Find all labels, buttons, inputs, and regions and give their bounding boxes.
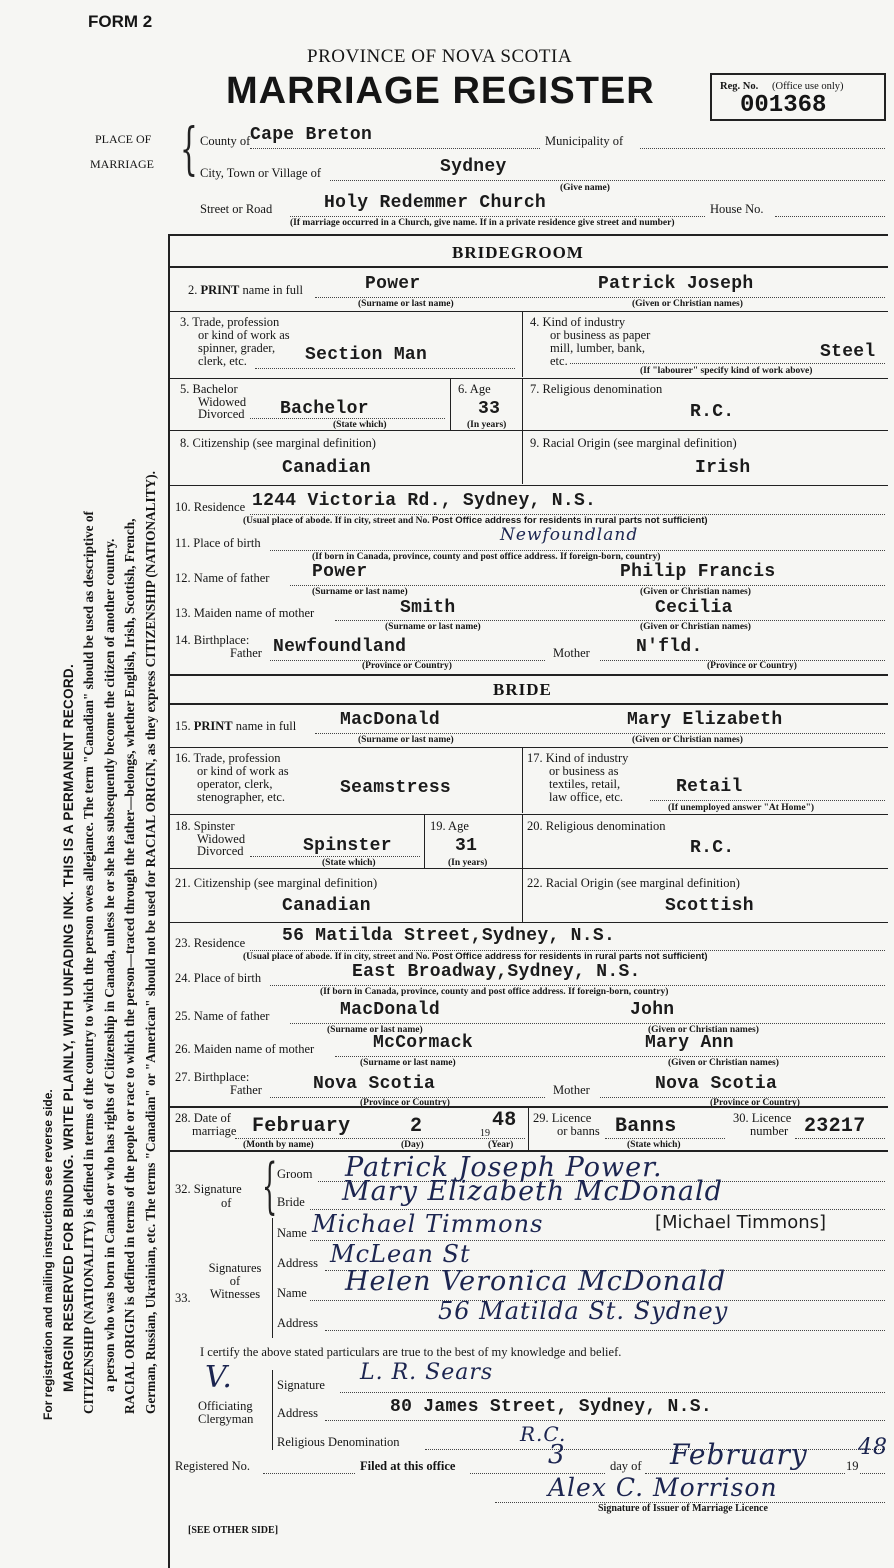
- bride-industry: Retail: [676, 777, 743, 797]
- hint: (Surname or last name): [358, 735, 454, 745]
- divider: [522, 311, 523, 377]
- groom-trade: Section Man: [305, 345, 428, 365]
- field-label: Registered No.: [175, 1459, 250, 1473]
- hint: (In years): [467, 420, 507, 430]
- section-heading-bride: BRIDE: [493, 680, 552, 699]
- clergy-signature: L. R. Sears: [360, 1360, 494, 1385]
- year-prefix: 19: [480, 1128, 490, 1139]
- dotted-line: [250, 856, 420, 857]
- field-label: 29. Licence: [533, 1111, 592, 1125]
- witness-2-name: Helen Veronica McDonald: [345, 1266, 727, 1297]
- dotted-line: [335, 1056, 885, 1057]
- field-label: 9. Racial Origin (see marginal definition): [530, 436, 737, 450]
- reg-no-value: 001368: [740, 92, 827, 119]
- divider: [522, 814, 523, 868]
- bride-trade: Seamstress: [340, 778, 452, 798]
- hint: (Surname or last name): [327, 1025, 423, 1035]
- hint: (Surname or last name): [312, 587, 408, 597]
- hint: (If born in Canada, province, county and post office address. If foreign-born, country): [320, 987, 669, 997]
- field-label: 18. Spinster Widowed Divorced: [175, 819, 246, 858]
- hint: (In years): [448, 858, 488, 868]
- street-value: Holy Redemmer Church: [324, 193, 547, 213]
- municipality-label: Municipality of: [545, 134, 624, 148]
- bride-religion: R.C.: [690, 838, 735, 858]
- dotted-line: [315, 733, 885, 734]
- bride-father-birthplace: Nova Scotia: [313, 1074, 436, 1094]
- margin-notes: [38, 232, 161, 1432]
- marriage-month: February: [252, 1115, 351, 1138]
- divider: [522, 868, 523, 922]
- witness-1-address: McLean St: [330, 1240, 471, 1268]
- dotted-line: [570, 363, 885, 364]
- field-label: 7. Religious denomination: [530, 382, 663, 396]
- street-label: Street or Road: [200, 202, 273, 216]
- bride-signature: Mary Elizabeth McDonald: [342, 1176, 723, 1207]
- dotted-line: [425, 1449, 885, 1450]
- hint: (Given or Christian names): [632, 299, 743, 309]
- field-label: 4. Kind of industry or business as paper mill, lumber, bank, etc.: [530, 315, 651, 368]
- issuer-signature: Alex C. Morrison: [548, 1473, 778, 1502]
- groom-mother-given: Cecilia: [655, 598, 733, 618]
- filed-day: 3: [548, 1440, 566, 1470]
- divider: [170, 1106, 888, 1108]
- field-label: Filed at this office: [360, 1459, 456, 1473]
- groom-citizenship: Canadian: [282, 458, 371, 478]
- hint: (Year): [488, 1140, 514, 1150]
- divider: [170, 703, 888, 705]
- field-label: Mother: [553, 1083, 590, 1097]
- field-label: 14. Birthplace:: [175, 633, 250, 647]
- marriage-year: 48: [492, 1109, 517, 1132]
- groom-residence: 1244 Victoria Rd., Sydney, N.S.: [252, 491, 597, 511]
- groom-religion: R.C.: [690, 402, 735, 422]
- field-label: Name: [277, 1286, 307, 1300]
- margin-note: MARGIN RESERVED FOR BINDING. WRITE PLAINLY, WITH UNFADING INK. THIS IS A PERMANENT RECORD.: [60, 663, 76, 1392]
- divider: [170, 266, 888, 268]
- reg-no-note: (Office use only): [772, 81, 844, 92]
- margin-note: German, Russian, Ukrainian, etc. The terms "Canadian" or "American" should not be used for RACIAL ORIGIN, as they express CITIZENSHIP (NATIONALITY).: [142, 471, 158, 1414]
- field-label: 25. Name of father: [175, 1009, 270, 1023]
- divider: [170, 747, 888, 748]
- brace: [272, 1218, 273, 1338]
- dotted-line: [330, 180, 885, 181]
- filed-month: February: [670, 1438, 808, 1471]
- groom-father-surname: Power: [312, 562, 368, 582]
- divider: [170, 378, 888, 379]
- hint: (Month by name): [243, 1140, 314, 1150]
- bride-racial-origin: Scottish: [665, 896, 754, 916]
- city-hint: (Give name): [560, 183, 610, 193]
- hint: (State which): [322, 858, 376, 868]
- divider: [170, 922, 888, 923]
- divider: [522, 430, 523, 484]
- province-heading: PROVINCE OF NOVA SCOTIA: [307, 46, 573, 67]
- witness-1-name: Michael Timmons: [312, 1210, 544, 1238]
- field-label: Address: [277, 1256, 318, 1270]
- bride-mother-surname: McCormack: [373, 1033, 473, 1053]
- marriage-day: 2: [410, 1115, 423, 1138]
- margin-note: CITIZENSHIP (NATIONALITY) is defined in terms of the country to which the person owes allegiance. The term "Canadian" should be used as descriptive of: [81, 511, 96, 1414]
- city-value: Sydney: [440, 157, 507, 177]
- field-label: Officiating Clergyman: [198, 1399, 254, 1426]
- bride-mother-birthplace: Nova Scotia: [655, 1074, 778, 1094]
- groom-father-given: Philip Francis: [620, 562, 776, 582]
- field-label: Groom: [277, 1167, 313, 1181]
- field-label: 30. Licence: [733, 1111, 792, 1125]
- groom-mother-surname: Smith: [400, 598, 456, 618]
- hint: (Given or Christian names): [640, 587, 751, 597]
- field-label: 23. Residence: [175, 936, 246, 950]
- bride-father-given: John: [630, 1000, 675, 1020]
- hint: (Surname or last name): [360, 1058, 456, 1068]
- brace: [272, 1370, 273, 1450]
- groom-father-birthplace: Newfoundland: [273, 637, 407, 657]
- hint: (Province or Country): [707, 661, 797, 671]
- dotted-line: [775, 216, 885, 217]
- divider: [170, 868, 888, 869]
- dotted-line: [860, 1473, 885, 1474]
- clergy-mark: V.: [205, 1360, 233, 1395]
- field-label: Name: [277, 1226, 307, 1240]
- margin-note: RACIAL ORIGIN is defined in terms of the people or race to which the person—traced through the father—belongs, whether English, Irish, Scottish, French,: [122, 518, 137, 1414]
- field-label: 26. Maiden name of mother: [175, 1042, 315, 1056]
- groom-age: 33: [478, 399, 501, 419]
- page-title: MARRIAGE REGISTER: [226, 70, 655, 112]
- hint: (State which): [627, 1140, 681, 1150]
- field-label: Signatures of Witnesses: [208, 1261, 262, 1301]
- field-label: 16. Trade, profession or kind of work as operator, clerk, stenographer, etc.: [175, 751, 289, 804]
- filed-year: 48: [858, 1435, 888, 1460]
- street-hint: (If marriage occurred in a Church, give name. If in a private residence give street and number): [290, 218, 675, 228]
- divider: [170, 485, 888, 486]
- field-label: 8. Citizenship (see marginal definition): [180, 436, 376, 450]
- field-label: Father: [230, 646, 262, 660]
- hint: (Given or Christian names): [640, 622, 751, 632]
- hint: (If unemployed answer "At Home"): [668, 803, 815, 813]
- bride-citizenship: Canadian: [282, 896, 371, 916]
- brace: {: [262, 1151, 278, 1221]
- hint: (Province or Country): [710, 1098, 800, 1108]
- divider: [424, 814, 425, 868]
- field-label: Mother: [553, 646, 590, 660]
- bride-given-names: Mary Elizabeth: [627, 710, 783, 730]
- bride-age: 31: [455, 836, 478, 856]
- field-label: Religious Denomination: [277, 1435, 400, 1449]
- clergy-denomination: R.C.: [520, 1422, 567, 1446]
- divider: [170, 674, 888, 676]
- year-prefix: 19: [846, 1459, 859, 1473]
- field-label: 24. Place of birth: [175, 971, 262, 985]
- field-label: 19. Age: [430, 819, 469, 833]
- dotted-line: [340, 1392, 885, 1393]
- place-label: MARRIAGE: [90, 157, 155, 171]
- margin-note: a person who was born in Canada or who has rights of Citizenship in Canada, unless he or she has subsequently become the citizen of another country.: [101, 538, 117, 1392]
- field-label: of: [221, 1196, 232, 1210]
- hint: (If born in Canada, province, county and post office address. If foreign-born, country): [312, 552, 661, 562]
- dotted-line: [335, 620, 885, 621]
- house-label: House No.: [710, 202, 764, 216]
- dotted-line: [290, 216, 705, 217]
- groom-racial-origin: Irish: [695, 458, 751, 478]
- county-value: Cape Breton: [250, 125, 373, 145]
- field-label: Address: [277, 1316, 318, 1330]
- field-label: day of: [610, 1459, 642, 1473]
- dotted-line: [325, 1420, 885, 1421]
- field-label: 21. Citizenship (see marginal definition): [175, 876, 378, 890]
- divider: [170, 234, 888, 236]
- field-label: 20. Religious denomination: [527, 819, 666, 833]
- divider: [450, 378, 451, 430]
- dotted-line: [255, 368, 515, 369]
- field-label: marriage: [192, 1124, 237, 1138]
- divider: [522, 747, 523, 813]
- field-label: 33.: [175, 1291, 191, 1305]
- field-label: 5. Bachelor Widowed Divorced: [180, 382, 247, 421]
- licence-number: 23217: [804, 1115, 866, 1138]
- dotted-line: [270, 550, 885, 551]
- issuer-label: Signature of Issuer of Marriage Licence: [598, 1503, 768, 1514]
- city-label: City, Town or Village of: [200, 166, 322, 180]
- bride-residence: 56 Matilda Street,Sydney, N.S.: [282, 926, 616, 946]
- field-label: or banns: [557, 1124, 600, 1138]
- dotted-line: [650, 800, 885, 801]
- clergy-address: 80 James Street, Sydney, N.S.: [390, 1397, 712, 1417]
- field-label: 28. Date of: [175, 1111, 231, 1125]
- hint: (Province or Country): [362, 661, 452, 671]
- field-label: 11. Place of birth: [175, 536, 261, 550]
- divider: [522, 378, 523, 430]
- brace: {: [180, 117, 198, 182]
- field-label: 13. Maiden name of mother: [175, 606, 315, 620]
- section-heading-bridegroom: BRIDEGROOM: [452, 243, 584, 262]
- field-label: 17. Kind of industry or business as textiles, retail, law office, etc.: [527, 751, 629, 804]
- hint: (If "labourer" specify kind of work above): [640, 366, 813, 376]
- hint: (Surname or last name): [385, 622, 481, 632]
- hint: (Surname or last name): [358, 299, 454, 309]
- field-label: Address: [277, 1406, 318, 1420]
- form-border: [168, 234, 170, 1568]
- hint: (Province or Country): [360, 1098, 450, 1108]
- field-label: Father: [230, 1083, 262, 1097]
- divider: [528, 1106, 529, 1150]
- witness-2-address: 56 Matilda St. Sydney: [438, 1297, 729, 1325]
- licence-type: Banns: [615, 1115, 677, 1138]
- hint: (Usual place of abode. If in city, street and No. Post Office address for residents in rural parts not sufficient): [243, 951, 708, 962]
- groom-mother-birthplace: N'fld.: [636, 637, 703, 657]
- groom-surname: Power: [365, 274, 421, 294]
- hint: (Usual place of abode. If in city, street and No. Post Office address for residents in rural parts not sufficient): [243, 515, 708, 526]
- field-label: number: [750, 1124, 789, 1138]
- hint: (Given or Christian names): [648, 1025, 759, 1035]
- field-label: 22. Racial Origin (see marginal definition): [527, 876, 740, 890]
- hint: (Given or Christian names): [632, 735, 743, 745]
- reg-no-label: Reg. No.: [720, 81, 759, 92]
- place-label: PLACE OF: [95, 132, 152, 146]
- bride-birthplace: East Broadway,Sydney, N.S.: [352, 962, 641, 982]
- dotted-line: [263, 1473, 355, 1474]
- groom-given-names: Patrick Joseph: [598, 274, 754, 294]
- dotted-line: [290, 585, 885, 586]
- dotted-line: [605, 1138, 725, 1139]
- field-label: 15. PRINT name in full: [175, 719, 297, 733]
- bride-father-surname: MacDonald: [340, 1000, 440, 1020]
- dotted-line: [640, 148, 885, 149]
- hint: (Given or Christian names): [668, 1058, 779, 1068]
- margin-note: For registration and mailing instructions see reverse side.: [41, 1089, 55, 1420]
- groom-industry: Steel: [820, 342, 876, 362]
- field-label: 27. Birthplace:: [175, 1070, 250, 1084]
- field-label: Signature: [277, 1378, 325, 1392]
- divider: [170, 311, 888, 312]
- bride-status: Spinster: [303, 836, 392, 856]
- divider: [170, 814, 888, 815]
- field-label: 32. Signature: [175, 1182, 242, 1196]
- dotted-line: [250, 148, 540, 149]
- field-label: 12. Name of father: [175, 571, 270, 585]
- dotted-line: [795, 1138, 885, 1139]
- divider: [170, 430, 888, 431]
- reg-no-box: [710, 73, 886, 121]
- field-label: 2. PRINT name in full: [188, 283, 303, 297]
- see-other-side: [SEE OTHER SIDE]: [188, 1525, 279, 1536]
- groom-signature: Patrick Joseph Power.: [345, 1152, 663, 1183]
- hint: (State which): [333, 420, 387, 430]
- field-label: 3. Trade, profession or kind of work as spinner, grader, clerk, etc.: [180, 315, 290, 368]
- groom-status: Bachelor: [280, 399, 369, 419]
- dotted-line: [325, 1330, 885, 1331]
- certify-statement: I certify the above stated particulars are true to the best of my knowledge and belief.: [200, 1345, 622, 1359]
- hint: (Day): [401, 1140, 424, 1150]
- field-label: Bride: [277, 1195, 305, 1209]
- witness-1-name-annotation: [Michael Timmons]: [655, 1212, 827, 1233]
- bride-surname: MacDonald: [340, 710, 440, 730]
- dotted-line: [290, 1023, 885, 1024]
- field-label: 6. Age: [458, 382, 491, 396]
- bride-mother-given: Mary Ann: [645, 1033, 734, 1053]
- form-number: FORM 2: [88, 12, 153, 31]
- dotted-line: [270, 985, 885, 986]
- dotted-line: [315, 297, 885, 298]
- county-label: County of: [200, 134, 251, 148]
- groom-birthplace: Newfoundland: [500, 525, 639, 545]
- field-label: 10. Residence: [175, 500, 246, 514]
